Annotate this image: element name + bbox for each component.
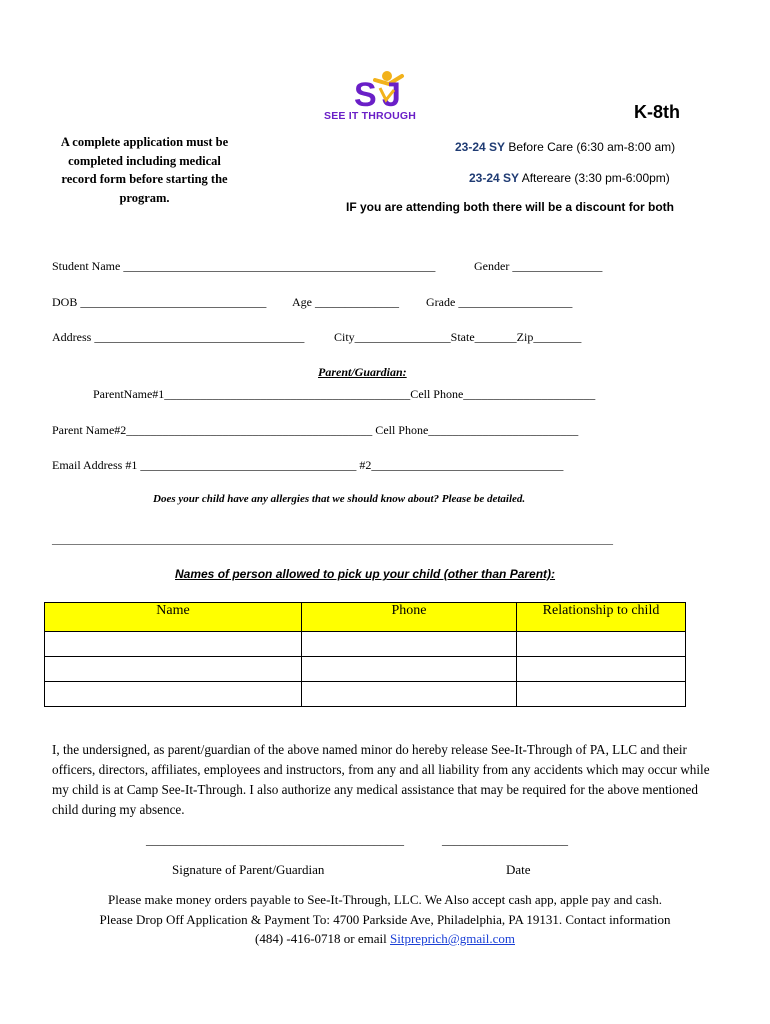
gender-field[interactable]: Gender _______________ bbox=[474, 259, 603, 273]
dob-field[interactable]: DOB _______________________________ bbox=[52, 295, 267, 309]
pickup-cell[interactable] bbox=[302, 682, 517, 707]
pickup-cell[interactable] bbox=[517, 682, 686, 707]
grade-level: K-8th bbox=[634, 102, 680, 122]
pickup-cell[interactable] bbox=[45, 682, 302, 707]
grade-field[interactable]: Grade ___________________ bbox=[426, 295, 573, 309]
pickup-cell[interactable] bbox=[45, 657, 302, 682]
pickup-header-relationship: Relationship to child bbox=[517, 603, 686, 632]
pickup-cell[interactable] bbox=[517, 657, 686, 682]
before-care-year: 23-24 SY bbox=[455, 140, 506, 154]
city-state-zip-field[interactable]: City________________State_______Zip________ bbox=[334, 330, 582, 344]
allergy-question: Does your child have any allergies that we should know about? Please be detailed. bbox=[153, 493, 526, 505]
allergy-answer-line[interactable]: ______________________________________________________________________________________________________ bbox=[52, 534, 613, 546]
pickup-header-row bbox=[45, 603, 686, 632]
svg-text:J: J bbox=[382, 76, 401, 114]
pickup-title: Names of person allowed to pick up your child (other than Parent): bbox=[175, 567, 556, 581]
signature-line[interactable]: ___________________________________________ bbox=[146, 833, 404, 847]
signature-label: Signature of Parent/Guardian bbox=[172, 862, 325, 877]
contact-line bbox=[40, 929, 730, 949]
parent1-field[interactable]: ParentName#1_________________________________________Cell Phone______________________ bbox=[93, 387, 596, 401]
date-label: Date bbox=[506, 862, 531, 877]
after-care-year: 23-24 SY bbox=[469, 171, 520, 185]
application-notice: A complete application must be completed including medical record form before starting the program. bbox=[60, 135, 229, 205]
discount-note: IF you are attending both there will be a discount for both bbox=[346, 200, 675, 214]
pickup-cell[interactable] bbox=[45, 632, 302, 657]
table-row bbox=[45, 682, 686, 707]
release-statement: I, the undersigned, as parent/guardian of the above named minor do hereby release See-It-Through of PA, LLC and their officers, directors, affiliates, employees and instructors, from any and all liability from any accidents which may occur while my child is at Camp See-It-Through. I also authorize any medical assistance that may be required for the above mentioned child during my absence. bbox=[52, 742, 710, 817]
email-field[interactable]: Email Address #1 ____________________________________ #2________________________________ bbox=[52, 458, 564, 472]
logo-text: SEE IT THROUGH bbox=[324, 110, 417, 122]
pickup-cell[interactable] bbox=[302, 657, 517, 682]
pickup-header-name: Name bbox=[45, 603, 302, 632]
parent-guardian-heading: Parent/Guardian: bbox=[318, 365, 407, 379]
after-care-text: Aftereare (3:30 pm-6:00pm) bbox=[519, 171, 670, 185]
parent2-field[interactable]: Parent Name#2_________________________________________ Cell Phone_________________________ bbox=[52, 423, 579, 437]
svg-text:S: S bbox=[354, 76, 377, 114]
after-care-schedule bbox=[469, 171, 670, 185]
address-field[interactable]: Address ___________________________________ bbox=[52, 330, 305, 344]
payment-info bbox=[40, 890, 730, 949]
pickup-table bbox=[44, 602, 686, 707]
contact-phone: (484) -416-0718 or email bbox=[254, 931, 391, 946]
table-row bbox=[45, 657, 686, 682]
before-care-schedule bbox=[455, 140, 675, 154]
payment-line: Please make money orders payable to See-It-Through, LLC. We Also accept cash app, apple pay and cash. bbox=[108, 892, 662, 907]
student-name-field[interactable]: Student Name ____________________________________________________ bbox=[52, 259, 436, 273]
date-line[interactable]: _____________________ bbox=[442, 833, 568, 847]
email-link[interactable]: Sitpreprich@gmail.com bbox=[390, 931, 515, 946]
pickup-cell[interactable] bbox=[302, 632, 517, 657]
dropoff-line: Please Drop Off Application & Payment To: 4700 Parkside Ave, Philadelphia, PA 19131. Contact information bbox=[99, 911, 671, 927]
before-care-text: Before Care (6:30 am-8:00 am) bbox=[505, 140, 676, 154]
age-field[interactable]: Age ______________ bbox=[292, 295, 399, 309]
pickup-header-phone: Phone bbox=[302, 603, 517, 632]
table-row bbox=[45, 632, 686, 657]
pickup-cell[interactable] bbox=[517, 632, 686, 657]
